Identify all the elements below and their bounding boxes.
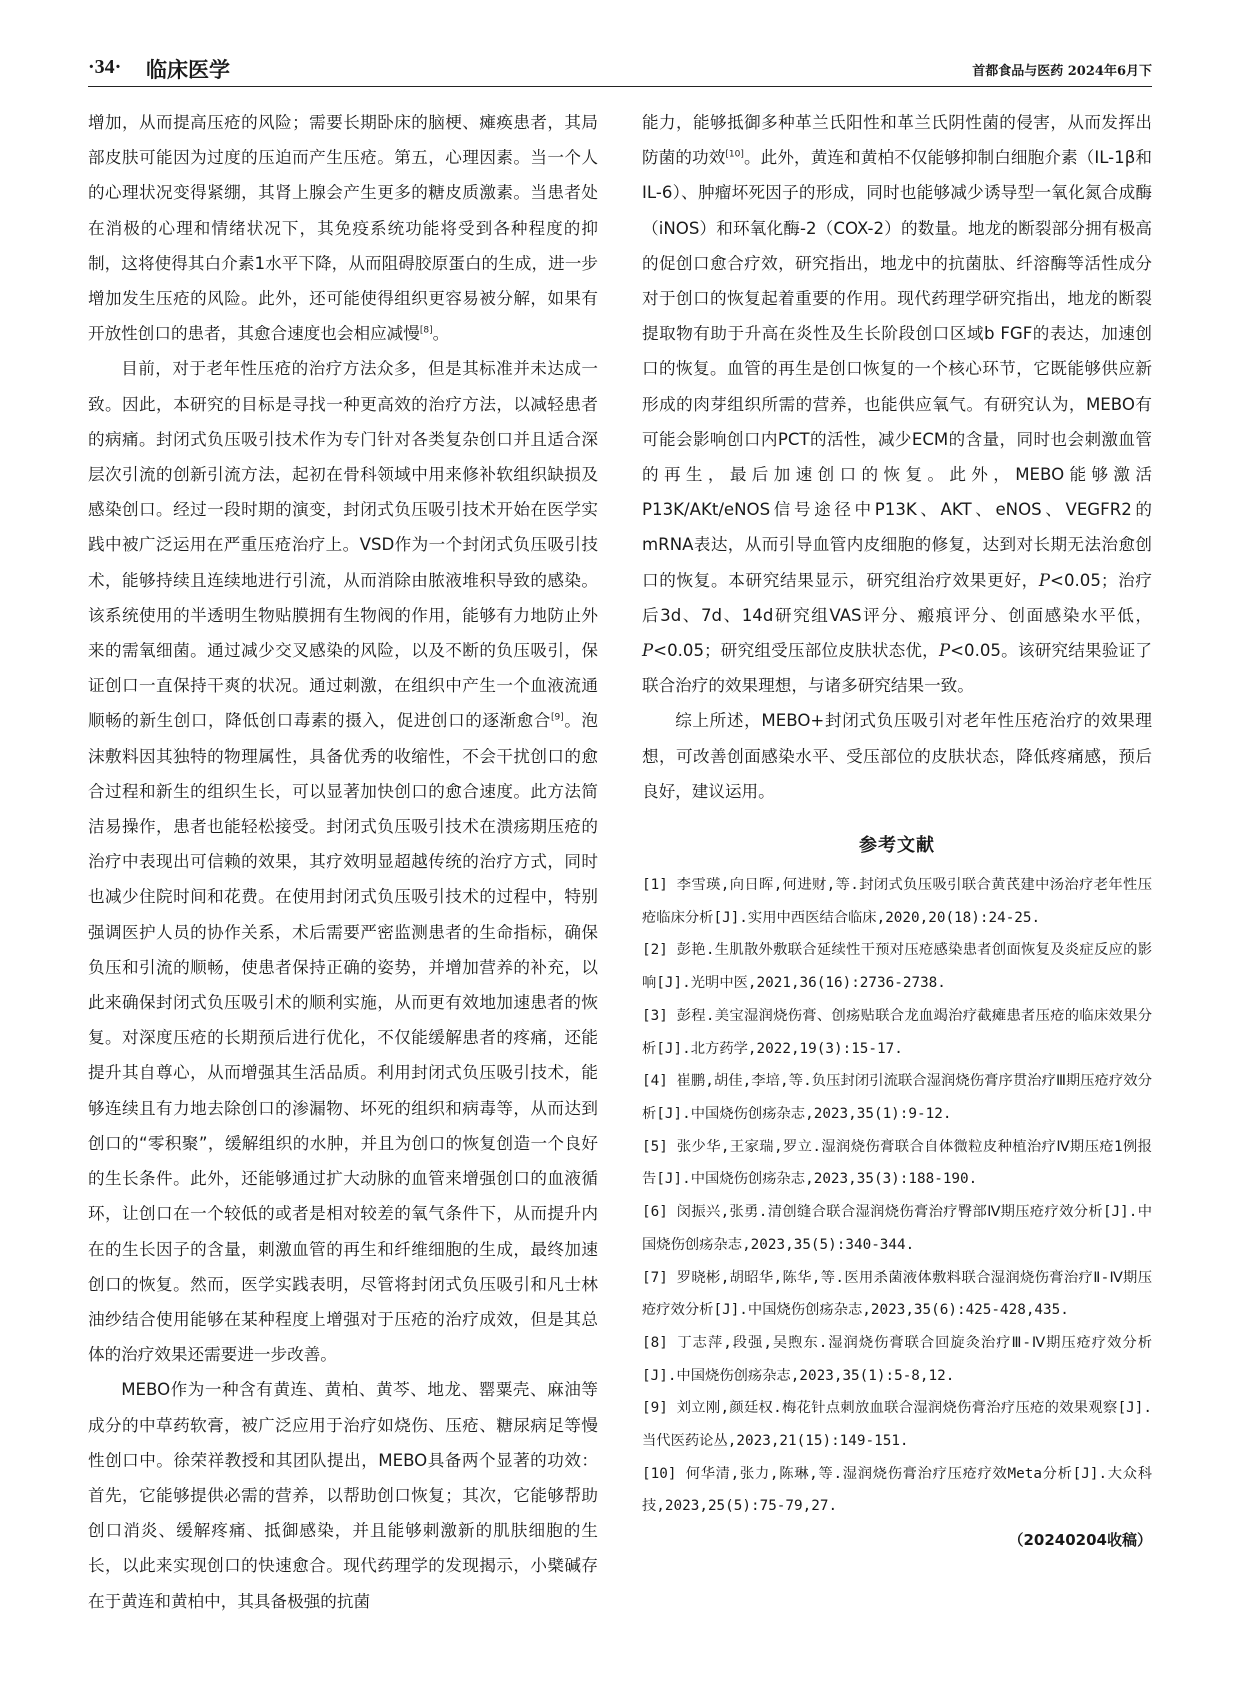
paragraph: 目前，对于老年性压疮的治疗方法众多，但是其标准并未达成一致。因此，本研究的目标是寻找一种更高效的治疗方法，以减轻患者的病痛。封闭式负压吸引技术作为专门针对各类复杂创口并且适合深层次引流的创新引流方法，起初在骨科领域中用来修补软组织缺损及感染创口。经过一段时期的演变，封闭式负压吸引技术开始在医学实践中被广泛运用在严重压疮治疗上。VSD作为一个封闭式负压吸引技术，能够持续且连续地进行引流，从而消除由脓液堆积导致的感染。该系统使用的半透明生物贴膜拥有生物阀的作用，能够有力地防止外来的需氧细菌。通过减少交叉感染的风险，以及不断的负压吸引，保证创口一直保持干爽的状况。通过刺激，在组织中产生一个血液流通顺畅的新生创口，降低创口毒素的摄入，促进创口的逐渐愈合[9]。泡沫敷料因其独特的物理属性，具备优秀的收缩性，不会干扰创口的愈合过程和新生的组织生长，可以显著加快创口的愈合速度。此方法简洁易操作，患者也能轻松接受。封闭式负压吸引技术在溃疡期压疮的治疗中表现出可信赖的效果，其疗效明显超越传统的治疗方式，同时也减少住院时间和花费。在使用封闭式负压吸引技术的过程中，特别强调医护人员的协作关系，术后需要严密监测患者的生命指标，确保负压和引流的顺畅，使患者保持正确的姿势，并增加营养的补充，以此来确保封闭式负压吸引术的顺利实施，从而更有效地加速患者的恢复。对深度压疮的长期预后进行优化，不仅能缓解患者的疼痛，还能提升其自尊心，从而增强其生活品质。利用封闭式负压吸引技术，能够连续且有力地去除创口的渗漏物、坏死的组织和病毒等，从而达到创口的“零积聚”，缓解组织的水肿，并且为创口的恢复创造一个良好的生长条件。此外，还能够通过扩大动脉的血管来增强创口的血液循环，让创口在一个较低的或者是相对较差的氧气条件下，从而提升内在的生长因子的含量，刺激血管的再生和纤维细胞的生成，最终加速创口的恢复。然而，医学实践表明，尽管将封闭式负压吸引和凡士林油纱结合使用能够在某种程度上增强对于压疮的治疗成效，但是其总体的治疗效果还需要进一步改善。 <box>88 359 599 1365</box>
reference-item: [6] 闵振兴,张勇.清创缝合联合湿润烧伤膏治疗臀部Ⅳ期压疮疗效分析[J].中国烧伤创疡杂志,2023,35(5):340-344. <box>642 1204 1152 1253</box>
reference-item: [3] 彭程.美宝湿润烧伤膏、创疡贴联合龙血竭治疗截瘫患者压疮的临床效果分析[J].北方药学,2022,19(3):15-17. <box>642 1007 1152 1057</box>
journal-info: 首都食品与医药 2024年6月下 <box>972 64 1152 79</box>
paragraph: MEBO作为一种含有黄连、黄柏、黄芩、地龙、罂粟壳、麻油等成分的中草药软膏，被广泛应用于治疗如烧伤、压疮、糖尿病足等慢性创口中。徐荣祥教授和其团队提出，MEBO具备两个显著的功效：首先，它能够提供必需的营养，以帮助创口恢复；其次，它能够帮助创口消炎、缓解疼痛、抵御感染，并且能够刺激新的肌肤细胞的生长，以此来实现创口的快速愈合。现代药理学的发现揭示，小檗碱存在于黄连和黄柏中，其具备极强的抗菌 <box>88 1380 598 1611</box>
reference-item: [10] 何华清,张力,陈琳,等.湿润烧伤膏治疗压疮疗效Meta分析[J].大众科技,2023,25(5):75-79,27. <box>642 1465 1152 1515</box>
page-number: ·34· <box>88 56 122 78</box>
citation[interactable]: [10] <box>725 149 744 160</box>
header-rule <box>88 86 1152 87</box>
references-heading: 参考文献 <box>859 835 935 857</box>
reference-list <box>642 869 1152 1523</box>
reference-item: [7] 罗晓彬,胡昭华,陈华,等.医用杀菌液体敷料联合湿润烧伤膏治疗Ⅱ-Ⅳ期压疮疗效分析[J].中国烧伤创疡杂志,2023,35(6):425-428,435. <box>642 1269 1152 1319</box>
section-title: 临床医学 <box>146 58 230 82</box>
left-column <box>88 105 598 1619</box>
reference-item: [4] 崔鹏,胡佳,李培,等.负压封闭引流联合湿润烧伤膏序贯治疗Ⅲ期压疮疗效分析[J].中国烧伤创疡杂志,2023,35(1):9-12. <box>642 1073 1152 1122</box>
citation[interactable]: [9] <box>550 712 564 723</box>
reference-item: [5] 张少华,王家瑞,罗立.湿润烧伤膏联合自体微粒皮种植治疗Ⅳ期压疮1例报告[J].中国烧伤创疡杂志,2023,35(3):188-190. <box>642 1138 1152 1188</box>
right-column <box>642 105 1152 1550</box>
paragraph: 能力，能够抵御多种革兰氏阳性和革兰氏阴性菌的侵害，从而发挥出防菌的功效[10]。此外，黄连和黄柏不仅能够抑制白细胞介素（IL-1β和IL-6）、肿瘤坏死因子的形成，同时也能够减少诱导型一氧化氮合成酶（iNOS）和环氧化酶-2（COX-2）的数量。地龙的断裂部分拥有极高的促创口愈合疗效，研究指出，地龙中的抗菌肽、纤溶酶等活性成分对于创口的恢复起着重要的作用。现代药理学研究指出，地龙的断裂提取物有助于升高在炎性及生长阶段创口区域b FGF的表达，加速创口的恢复。血管的再生是创口恢复的一个核心环节，它既能够供应新形成的肉芽组织所需的营养，也能供应氧气。有研究认为，MEBO有可能会影响创口内PCT的活性，减少ECM的含量，同时也会刺激血管的再生，最后加速创口的恢复。此外，MEBO能够激活P13K/AKt/eNOS信号途径中P13K、AKT、eNOS、VEGFR2的mRNA表达，从而引导血管内皮细胞的修复，达到对长期无法治愈创口的恢复。本研究结果显示，研究组治疗效果更好，P<0.05；治疗后3d、7d、14d研究组VAS评分、瘢痕评分、创面感染水平低，P<0.05；研究组受压部位皮肤状态优，P<0.05。该研究结果验证了联合治疗的效果理想，与诸多研究结果一致。 <box>642 113 1153 696</box>
reference-item: [2] 彭艳.生肌散外敷联合延续性干预对压疮感染患者创面恢复及炎症反应的影响[J].光明中医,2021,36(16):2736-2738. <box>642 942 1152 992</box>
reference-item: [8] 丁志萍,段强,吴煦东.湿润烧伤膏联合回旋灸治疗Ⅲ-Ⅳ期压疮疗效分析[J].中国烧伤创疡杂志,2023,35(1):5-8,12. <box>642 1334 1152 1384</box>
citation[interactable]: [8] <box>419 325 433 336</box>
reference-item: [9] 刘立刚,颜廷权.梅花针点刺放血联合湿润烧伤膏治疗压疮的效果观察[J].当代医药论丛,2023,21(15):149-151. <box>642 1400 1152 1450</box>
page-header <box>88 54 1152 84</box>
received-date: （20240204收稿） <box>1008 1531 1152 1550</box>
paragraph: 综上所述，MEBO+封闭式负压吸引对老年性压疮治疗的效果理想，可改善创面感染水平、受压部位的皮肤状态，降低疼痛感，预后良好，建议运用。 <box>642 711 1152 801</box>
reference-item: [1] 李雪瑛,向日晖,何进财,等.封闭式负压吸引联合黄芪建中汤治疗老年性压疮临床分析[J].实用中西医结合临床,2020,20(18):24-25. <box>642 877 1152 926</box>
paragraph: 增加，从而提高压疮的风险；需要长期卧床的脑梗、瘫痪患者，其局部皮肤可能因为过度的压迫而产生压疮。第五，心理因素。当一个人的心理状况变得紧绷，其肾上腺会产生更多的糖皮质激素。当患者处在消极的心理和情绪状况下，其免疫系统功能将受到各种程度的抑制，这将使得其白介素1水平下降，从而阻碍胶原蛋白的生成，进一步增加发生压疮的风险。此外，还可能使得组织更容易被分解，如果有开放性创口的患者，其愈合速度也会相应减慢[8]。 <box>88 113 598 344</box>
